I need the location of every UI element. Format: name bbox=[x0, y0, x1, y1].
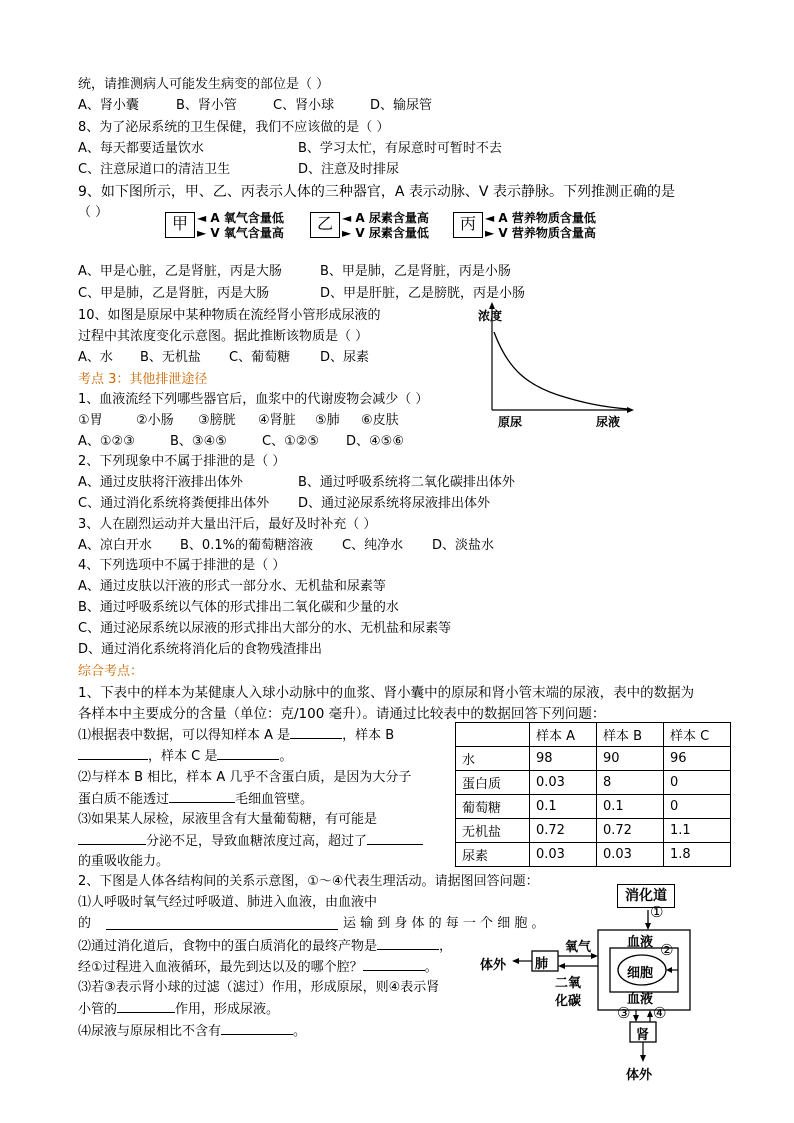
z2-sub2-line1 bbox=[78, 936, 452, 957]
z2-sub2-text-c: 经①过程进入血液循环，最先到达以及的哪个腔？ bbox=[78, 960, 363, 975]
label-lung: 肺 bbox=[535, 957, 549, 972]
z1-blank-e[interactable] bbox=[78, 831, 146, 845]
table-cell: 98 bbox=[530, 747, 597, 771]
k3-option-c[interactable]: C、纯净水 bbox=[342, 538, 404, 553]
z1-blank-b[interactable] bbox=[78, 746, 148, 760]
k2-option-b[interactable]: B、通过呼吸系统将二氧化碳排出体外 bbox=[298, 475, 515, 490]
table-cell: 8 bbox=[597, 771, 664, 795]
k1-option-d[interactable]: D、④⑤⑥ bbox=[346, 434, 404, 449]
organ-jia-vein: ► V 氧气含量高 bbox=[197, 226, 284, 240]
k4-option-b[interactable]: B、通过呼吸系统以气体的形式排出二氧化碳和少量的水 bbox=[78, 600, 399, 615]
z1-sub2-text-c: 毛细血管壁。 bbox=[235, 792, 314, 807]
k3-option-d[interactable]: D、淡盐水 bbox=[432, 538, 495, 553]
z1-blank-a[interactable] bbox=[290, 725, 342, 739]
z2-sub2-text-b: ， bbox=[439, 939, 453, 954]
q7-option-d[interactable]: D、输尿管 bbox=[370, 98, 433, 113]
k1-item-4: ④肾脏 bbox=[258, 413, 296, 428]
z2-sub3-text-b: 小管的 bbox=[78, 1002, 118, 1017]
z1-blank-f[interactable] bbox=[367, 831, 423, 845]
table-cell: 0.03 bbox=[530, 771, 597, 795]
z2-sub2-text-a: ⑵通过消化道后，食物中的蛋白质消化的最终产物是 bbox=[78, 939, 378, 954]
q9-stem: 9、如下图所示，甲、乙、丙表示人体的三种器官，A 表示动脉、V 表示静脉。下列推测正确的是 bbox=[78, 184, 675, 200]
chart-x-end: 尿液 bbox=[596, 415, 621, 429]
z2-sub4-text-b: 。 bbox=[293, 1024, 307, 1039]
table-row bbox=[456, 771, 731, 795]
label-step-3: ③ bbox=[617, 1004, 631, 1022]
z1-blank-d[interactable] bbox=[169, 789, 235, 803]
z2-sub2-line2 bbox=[78, 957, 438, 978]
k3-option-a[interactable]: A、凉白开水 bbox=[78, 538, 152, 553]
label-outside-bottom: 体外 bbox=[626, 1068, 653, 1083]
table-cell: 0.03 bbox=[597, 843, 664, 867]
organ-bing: 丙 bbox=[453, 212, 483, 238]
q8-option-a[interactable]: A、每天都要适量饮水 bbox=[78, 141, 204, 156]
q7-option-c[interactable]: C、肾小球 bbox=[273, 98, 335, 113]
label-co2-line1: 二氧 bbox=[555, 976, 582, 991]
z2-blank-b[interactable] bbox=[377, 936, 439, 950]
label-step-2: ② bbox=[660, 941, 674, 959]
z2-sub4-text-a: ⑷尿液与原尿相比不含有 bbox=[78, 1024, 222, 1039]
z1-sub3-line3: 的重吸收能力。 bbox=[78, 854, 170, 869]
organ-jia-artery: ◄ A 氧气含量低 bbox=[197, 211, 284, 225]
table-cell: 90 bbox=[597, 747, 664, 771]
table-header-cell: 样本 B bbox=[597, 723, 664, 747]
k3-stem: 3、人在剧烈运动并大量出汗后，最好及时补充（ ） bbox=[78, 517, 377, 532]
q7-option-a[interactable]: A、肾小囊 bbox=[78, 98, 139, 113]
table-cell: 0 bbox=[664, 795, 731, 819]
q9-paren: （ ） bbox=[78, 205, 109, 220]
q8-stem: 8、为了泌尿系统的卫生保健，我们不应该做的是（ ） bbox=[78, 120, 390, 135]
label-blood-bottom: 血液 bbox=[627, 992, 654, 1007]
q10-stem-line2: 过程中其浓度变化示意图。据此推断该物质是（ ） bbox=[78, 329, 369, 344]
q9-option-c[interactable]: C、甲是肺，乙是肾脏，丙是大肠 bbox=[78, 286, 270, 301]
label-step-1: ① bbox=[650, 903, 664, 921]
z2-stem: 2、下图是人体各结构间的关系示意图，①～④代表生理活动。请据图回答问题： bbox=[78, 874, 539, 889]
z2-sub3-text-c: 作用，形成尿液。 bbox=[175, 1002, 280, 1017]
q10-option-d[interactable]: D、尿素 bbox=[320, 350, 370, 365]
k4-option-a[interactable]: A、通过皮肤以汗液的形式一部分水、无机盐和尿素等 bbox=[78, 579, 386, 594]
k1-stem: 1、血液流经下列哪些器官后，血浆中的代谢废物会减少（ ） bbox=[78, 392, 429, 407]
z1-blank-c[interactable] bbox=[217, 746, 279, 760]
k1-option-a[interactable]: A、①②③ bbox=[78, 434, 135, 449]
z1-sub1-text-b: ，样本 B bbox=[342, 728, 395, 743]
q9-option-d[interactable]: D、甲是肝脏，乙是膀胱，丙是小肠 bbox=[320, 286, 526, 301]
label-blood-top: 血液 bbox=[627, 935, 654, 950]
organ-yi: 乙 bbox=[310, 212, 340, 238]
k3-option-b[interactable]: B、0.1%的葡萄糖溶液 bbox=[180, 538, 313, 553]
z2-sub1-text-c: 运 输 到 身 体 的 每 一 个 细 胞 。 bbox=[343, 916, 545, 931]
label-oxygen: 氧气 bbox=[565, 940, 592, 955]
k1-option-c[interactable]: C、①②⑤ bbox=[262, 434, 320, 449]
k2-stem: 2、下列现象中不属于排泄的是（ ） bbox=[78, 454, 286, 469]
q8-option-b[interactable]: B、学习太忙，有尿意时可暂时不去 bbox=[298, 141, 502, 156]
k1-item-5: ⑤肺 bbox=[315, 413, 340, 428]
z1-sub1-text-a: ⑴根据表中数据，可以得知样本 A 是 bbox=[78, 728, 291, 743]
q10-concentration-chart bbox=[478, 300, 638, 430]
k1-item-2: ②小肠 bbox=[136, 413, 174, 428]
k1-item-1: ①胃 bbox=[78, 413, 103, 428]
k4-option-d[interactable]: D、通过消化系统将消化后的食物残渣排出 bbox=[78, 642, 323, 657]
table-cell: 尿素 bbox=[456, 843, 530, 867]
table-row bbox=[456, 819, 731, 843]
z1-sub3-line1: ⑶如果某人尿检，尿液里含有大量葡萄糖，有可能是 bbox=[78, 812, 378, 827]
k2-option-a[interactable]: A、通过皮肤将汗液排出体外 bbox=[78, 475, 243, 490]
organ-yi-artery: ◄ A 尿素含量高 bbox=[342, 211, 429, 225]
organ-jia: 甲 bbox=[165, 212, 195, 238]
table-header-row bbox=[456, 723, 731, 747]
z1-sub2-line2 bbox=[78, 789, 313, 810]
q9-option-a[interactable]: A、甲是心脏，乙是肾脏，丙是大肠 bbox=[78, 264, 282, 279]
k2-option-d[interactable]: D、通过泌尿系统将尿液排出体外 bbox=[298, 496, 491, 511]
z1-sub3-line2 bbox=[78, 831, 423, 852]
table-row bbox=[456, 843, 731, 867]
table-cell: 1.1 bbox=[664, 819, 731, 843]
organ-bing-vein: ► V 营养物质含量高 bbox=[485, 226, 596, 240]
label-step-4: ④ bbox=[653, 1004, 667, 1022]
chart-y-arrow bbox=[489, 302, 495, 309]
table-cell: 0.1 bbox=[530, 795, 597, 819]
z1-sub3-text-b: 分泌不足，导致血糖浓度过高，超过了 bbox=[146, 834, 368, 849]
table-cell: 0.03 bbox=[530, 843, 597, 867]
k4-option-c[interactable]: C、通过泌尿系统以尿液的形式排出大部分的水、无机盐和尿素等 bbox=[78, 621, 452, 636]
z2-sub1-line1: ⑴人呼吸时氧气经过呼吸道、肺进入血液，由血液中 bbox=[78, 895, 378, 910]
table-cell: 无机盐 bbox=[456, 819, 530, 843]
q7-stem-continuation: 统，请推测病人可能发生病变的部位是（ ） bbox=[78, 77, 330, 92]
q10-stem-line1: 10、如图是原尿中某种物质在流经肾小管形成尿液的 bbox=[78, 308, 381, 323]
table-cell: 96 bbox=[664, 747, 731, 771]
z1-sub1-line1 bbox=[78, 725, 394, 746]
k2-option-c[interactable]: C、通过消化系统将粪便排出体外 bbox=[78, 496, 270, 511]
table-cell: 1.8 bbox=[664, 843, 731, 867]
z2-blank-d[interactable] bbox=[117, 999, 175, 1013]
q8-option-c[interactable]: C、注意尿道口的清洁卫生 bbox=[78, 162, 231, 177]
z2-sub3-line2 bbox=[78, 999, 279, 1020]
z1-sub2-text-b: 蛋白质不能透过 bbox=[78, 792, 170, 807]
table-cell: 蛋白质 bbox=[456, 771, 530, 795]
table-row bbox=[456, 795, 731, 819]
k4-stem: 4、下列选项中不属于排泄的是（ ） bbox=[78, 558, 286, 573]
z1-sub2-line1: ⑵与样本 B 相比，样本 A 几乎不含蛋白质，是因为大分子 bbox=[78, 770, 412, 785]
z2-sub3-line1: ⑶若③表示肾小球的过滤（滤过）作用，形成原尿，则④表示肾 bbox=[78, 980, 440, 995]
z2-blank-e[interactable] bbox=[221, 1021, 293, 1035]
label-kidney: 肾 bbox=[636, 1028, 650, 1043]
table-cell: 0.72 bbox=[597, 819, 664, 843]
chart-x-start: 原尿 bbox=[498, 415, 523, 429]
z1-sub1-text-c: ，样本 C 是 bbox=[148, 749, 218, 764]
table-cell: 0.72 bbox=[530, 819, 597, 843]
label-cell: 细胞 bbox=[627, 966, 654, 981]
q9-option-b[interactable]: B、甲是肺，乙是肾脏，丙是小肠 bbox=[320, 264, 511, 279]
q10-option-c[interactable]: C、葡萄糖 bbox=[229, 350, 291, 365]
table-cell: 0 bbox=[664, 771, 731, 795]
q10-option-a[interactable]: A、水 bbox=[78, 350, 113, 365]
z1-stem-line1: 1、下表中的样本为某健康人入球小动脉中的血浆、肾小囊中的原尿和肾小管末端的尿液，表中的数据为 bbox=[78, 685, 695, 701]
organ-bing-artery: ◄ A 营养物质含量低 bbox=[485, 211, 596, 225]
k1-item-3: ③膀胱 bbox=[198, 413, 236, 428]
z1-stem-line2: 各样本中主要成分的含量（单位：克/100 毫升）。请通过比较表中的数据回答下列问题： bbox=[78, 706, 606, 722]
q7-option-b[interactable]: B、肾小管 bbox=[176, 98, 237, 113]
table-header-cell: 样本 C bbox=[664, 723, 731, 747]
k1-item-6: ⑥皮肤 bbox=[361, 413, 399, 428]
sample-table bbox=[455, 722, 731, 867]
label-co2-line2: 化碳 bbox=[555, 994, 582, 1009]
z2-sub4-line bbox=[78, 1021, 306, 1042]
label-outside-left: 体外 bbox=[480, 958, 507, 973]
table-header-cell: 样本 A bbox=[530, 723, 597, 747]
z2-sub2-text-d: 。 bbox=[424, 960, 438, 975]
diagram-lines bbox=[470, 880, 700, 1090]
z2-sub1-text-b: 的 bbox=[78, 916, 92, 931]
digest-tract-box: 消化道 bbox=[617, 884, 675, 908]
table-cell: 水 bbox=[456, 747, 530, 771]
organ-yi-vein: ► V 尿素含量低 bbox=[342, 226, 429, 240]
section-zonghe: 综合考点： bbox=[78, 664, 144, 679]
section-kaodian3: 考点 3：其他排泄途径 bbox=[78, 372, 208, 387]
chart-x-arrow bbox=[627, 407, 634, 413]
table-row bbox=[456, 747, 731, 771]
k1-option-b[interactable]: B、③④⑤ bbox=[170, 434, 227, 449]
q10-option-b[interactable]: B、无机盐 bbox=[140, 350, 201, 365]
table-cell: 葡萄糖 bbox=[456, 795, 530, 819]
table-cell: 0.1 bbox=[597, 795, 664, 819]
concentration-curve bbox=[494, 332, 628, 409]
z2-blank-c[interactable] bbox=[363, 957, 425, 971]
q8-option-d[interactable]: D、注意及时排尿 bbox=[298, 162, 400, 177]
chart-ylabel: 浓度 bbox=[478, 309, 503, 323]
z1-sub1-text-d: 。 bbox=[279, 749, 293, 764]
z1-sub1-line2 bbox=[78, 746, 292, 767]
z2-blank-a[interactable] bbox=[106, 916, 338, 930]
table-header-cell bbox=[456, 723, 530, 747]
